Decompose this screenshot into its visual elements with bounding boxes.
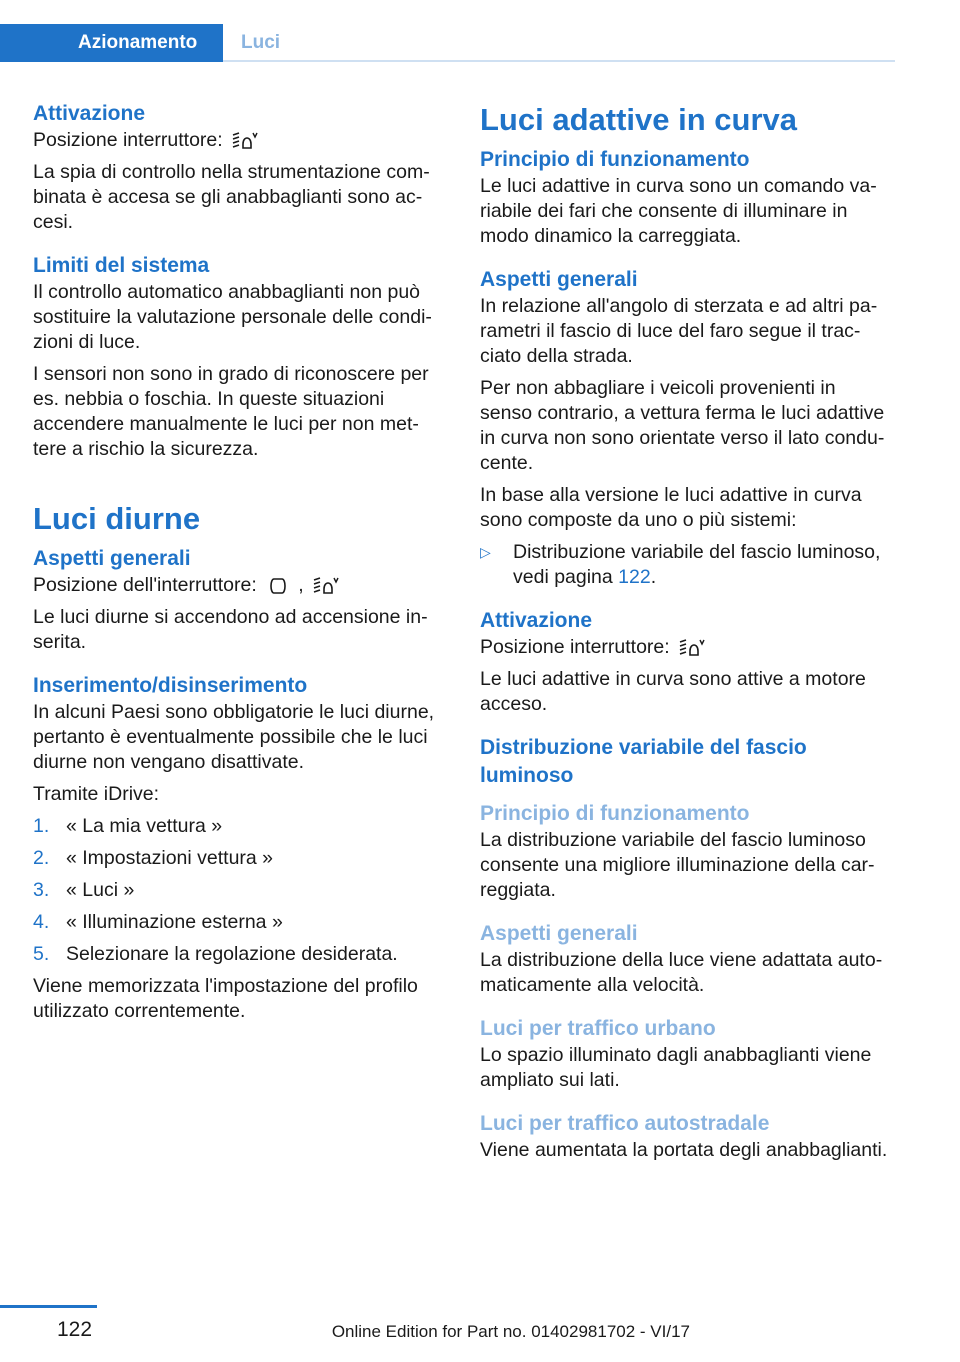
light-switch-off-icon xyxy=(263,575,293,597)
attivazione-text: La spia di controllo nella strumentazione com‐binata è accesa se gli anabbaglianti sono ac‐cesi. xyxy=(33,161,430,233)
urbano-text: Lo spazio illuminato dagli anabbaglianti viene ampliato sui lati. xyxy=(480,1044,872,1091)
footer-divider xyxy=(0,1305,97,1308)
autostradale-heading: Luci per traffico autostradale xyxy=(480,1112,770,1135)
page-number: 122 xyxy=(57,1318,93,1341)
steps-list xyxy=(33,814,443,967)
list-item: ▷ Distribuzione variabile del fascio luminoso, vedi pagina 122. xyxy=(480,541,881,588)
header-divider xyxy=(223,60,895,62)
autostradale-text: Viene aumentata la portata degli anabbaglianti. xyxy=(480,1139,888,1161)
systems-list xyxy=(480,540,890,590)
list-item: 5. Selezionare la regolazione desiderata. xyxy=(33,943,398,965)
list-item: 2. « Impostazioni vettura » xyxy=(33,847,274,869)
aspetti-text-2: Per non abbagliare i veicoli provenienti in senso contrario, a vettura ferma le luci adattive in curva non sono orientate verso il lato condu‐cente. xyxy=(480,377,885,474)
attivazione-position: Posizione interruttore: xyxy=(33,128,443,153)
luci-curva-heading: Luci adattive in curva xyxy=(480,102,797,137)
urbano-heading: Luci per traffico urbano xyxy=(480,1017,716,1040)
page-link[interactable]: 122 xyxy=(618,566,651,588)
attivazione-position: Posizione interruttore: xyxy=(480,635,890,660)
auto-light-switch-icon xyxy=(676,637,706,659)
list-item: 3. « Luci » xyxy=(33,879,135,901)
limiti-text-2: I sensori non sono in grado di riconoscere per es. nebbia o foschia. In queste situazioni accendere manualmente le luci per non met‐tere a rischio la sicurezza. xyxy=(33,363,429,460)
header-tabs xyxy=(0,24,895,62)
luci-diurne-heading: Luci diurne xyxy=(33,501,201,536)
right-column xyxy=(480,100,890,1170)
auto-light-switch-icon xyxy=(229,130,259,152)
tab-luci[interactable]: Luci xyxy=(241,32,281,53)
principio-text: Le luci adattive in curva sono un comando va‐riabile dei fari che consente di illuminare in modo dinamico la carreggiata. xyxy=(480,175,877,247)
aspetti-text-3: In base alla versione le luci adattive in curva sono composte da uno o più sistemi: xyxy=(480,484,862,531)
auto-light-switch-icon xyxy=(310,575,340,597)
tab-azionamento[interactable]: Azionamento xyxy=(0,24,223,62)
left-column xyxy=(33,100,443,1031)
principio-heading: Principio di funzionamento xyxy=(480,148,750,171)
attivazione-text: Le luci adattive in curva sono attive a motore acceso. xyxy=(480,668,866,715)
aspetti-text-1: In relazione all'angolo di sterzata e ad altri pa‐rametri il fascio di luce del faro segue il trac‐ciato della strada. xyxy=(480,295,878,367)
attivazione-heading: Attivazione xyxy=(480,609,593,632)
inserimento-text: In alcuni Paesi sono obbligatorie le luci diurne, pertanto è eventualmente possibile che le luci diurne non vengano disattivate. xyxy=(33,701,435,773)
tramite-text: Tramite iDrive: xyxy=(33,783,160,805)
limiti-heading: Limiti del sistema xyxy=(33,254,210,277)
triangle-bullet-icon: ▷ xyxy=(480,544,491,560)
inserimento-heading: Inserimento/disinserimento xyxy=(33,674,308,697)
distribuzione-heading: Distribuzione variabile del fascio luminoso xyxy=(480,736,807,787)
aspetti-position: Posizione dell'interruttore: , xyxy=(33,573,443,598)
limiti-text-1: Il controllo automatico anabbaglianti non può sostituire la valutazione personale delle condi‐zioni di luce. xyxy=(33,281,432,353)
sub-aspetti-heading: Aspetti generali xyxy=(480,922,638,945)
memo-text: Viene memorizzata l'impostazione del profilo utilizzato correntemente. xyxy=(33,975,418,1022)
list-item: 1. « La mia vettura » xyxy=(33,815,223,837)
sub-principio-text: La distribuzione variabile del fascio luminoso consente una migliore illuminazione della car‐reggiata. xyxy=(480,829,875,901)
sub-aspetti-text: La distribuzione della luce viene adattata auto‐maticamente alla velocità. xyxy=(480,949,883,996)
edition-text: Online Edition for Part no. 01402981702 - VI/17 xyxy=(331,1322,690,1341)
list-item: 4. « Illuminazione esterna » xyxy=(33,911,283,933)
aspetti-generali-heading: Aspetti generali xyxy=(33,547,191,570)
aspetti-text: Le luci diurne si accendono ad accensione in‐serita. xyxy=(33,606,428,653)
aspetti-heading: Aspetti generali xyxy=(480,268,638,291)
sub-principio-heading: Principio di funzionamento xyxy=(480,802,750,825)
attivazione-heading: Attivazione xyxy=(33,102,146,125)
